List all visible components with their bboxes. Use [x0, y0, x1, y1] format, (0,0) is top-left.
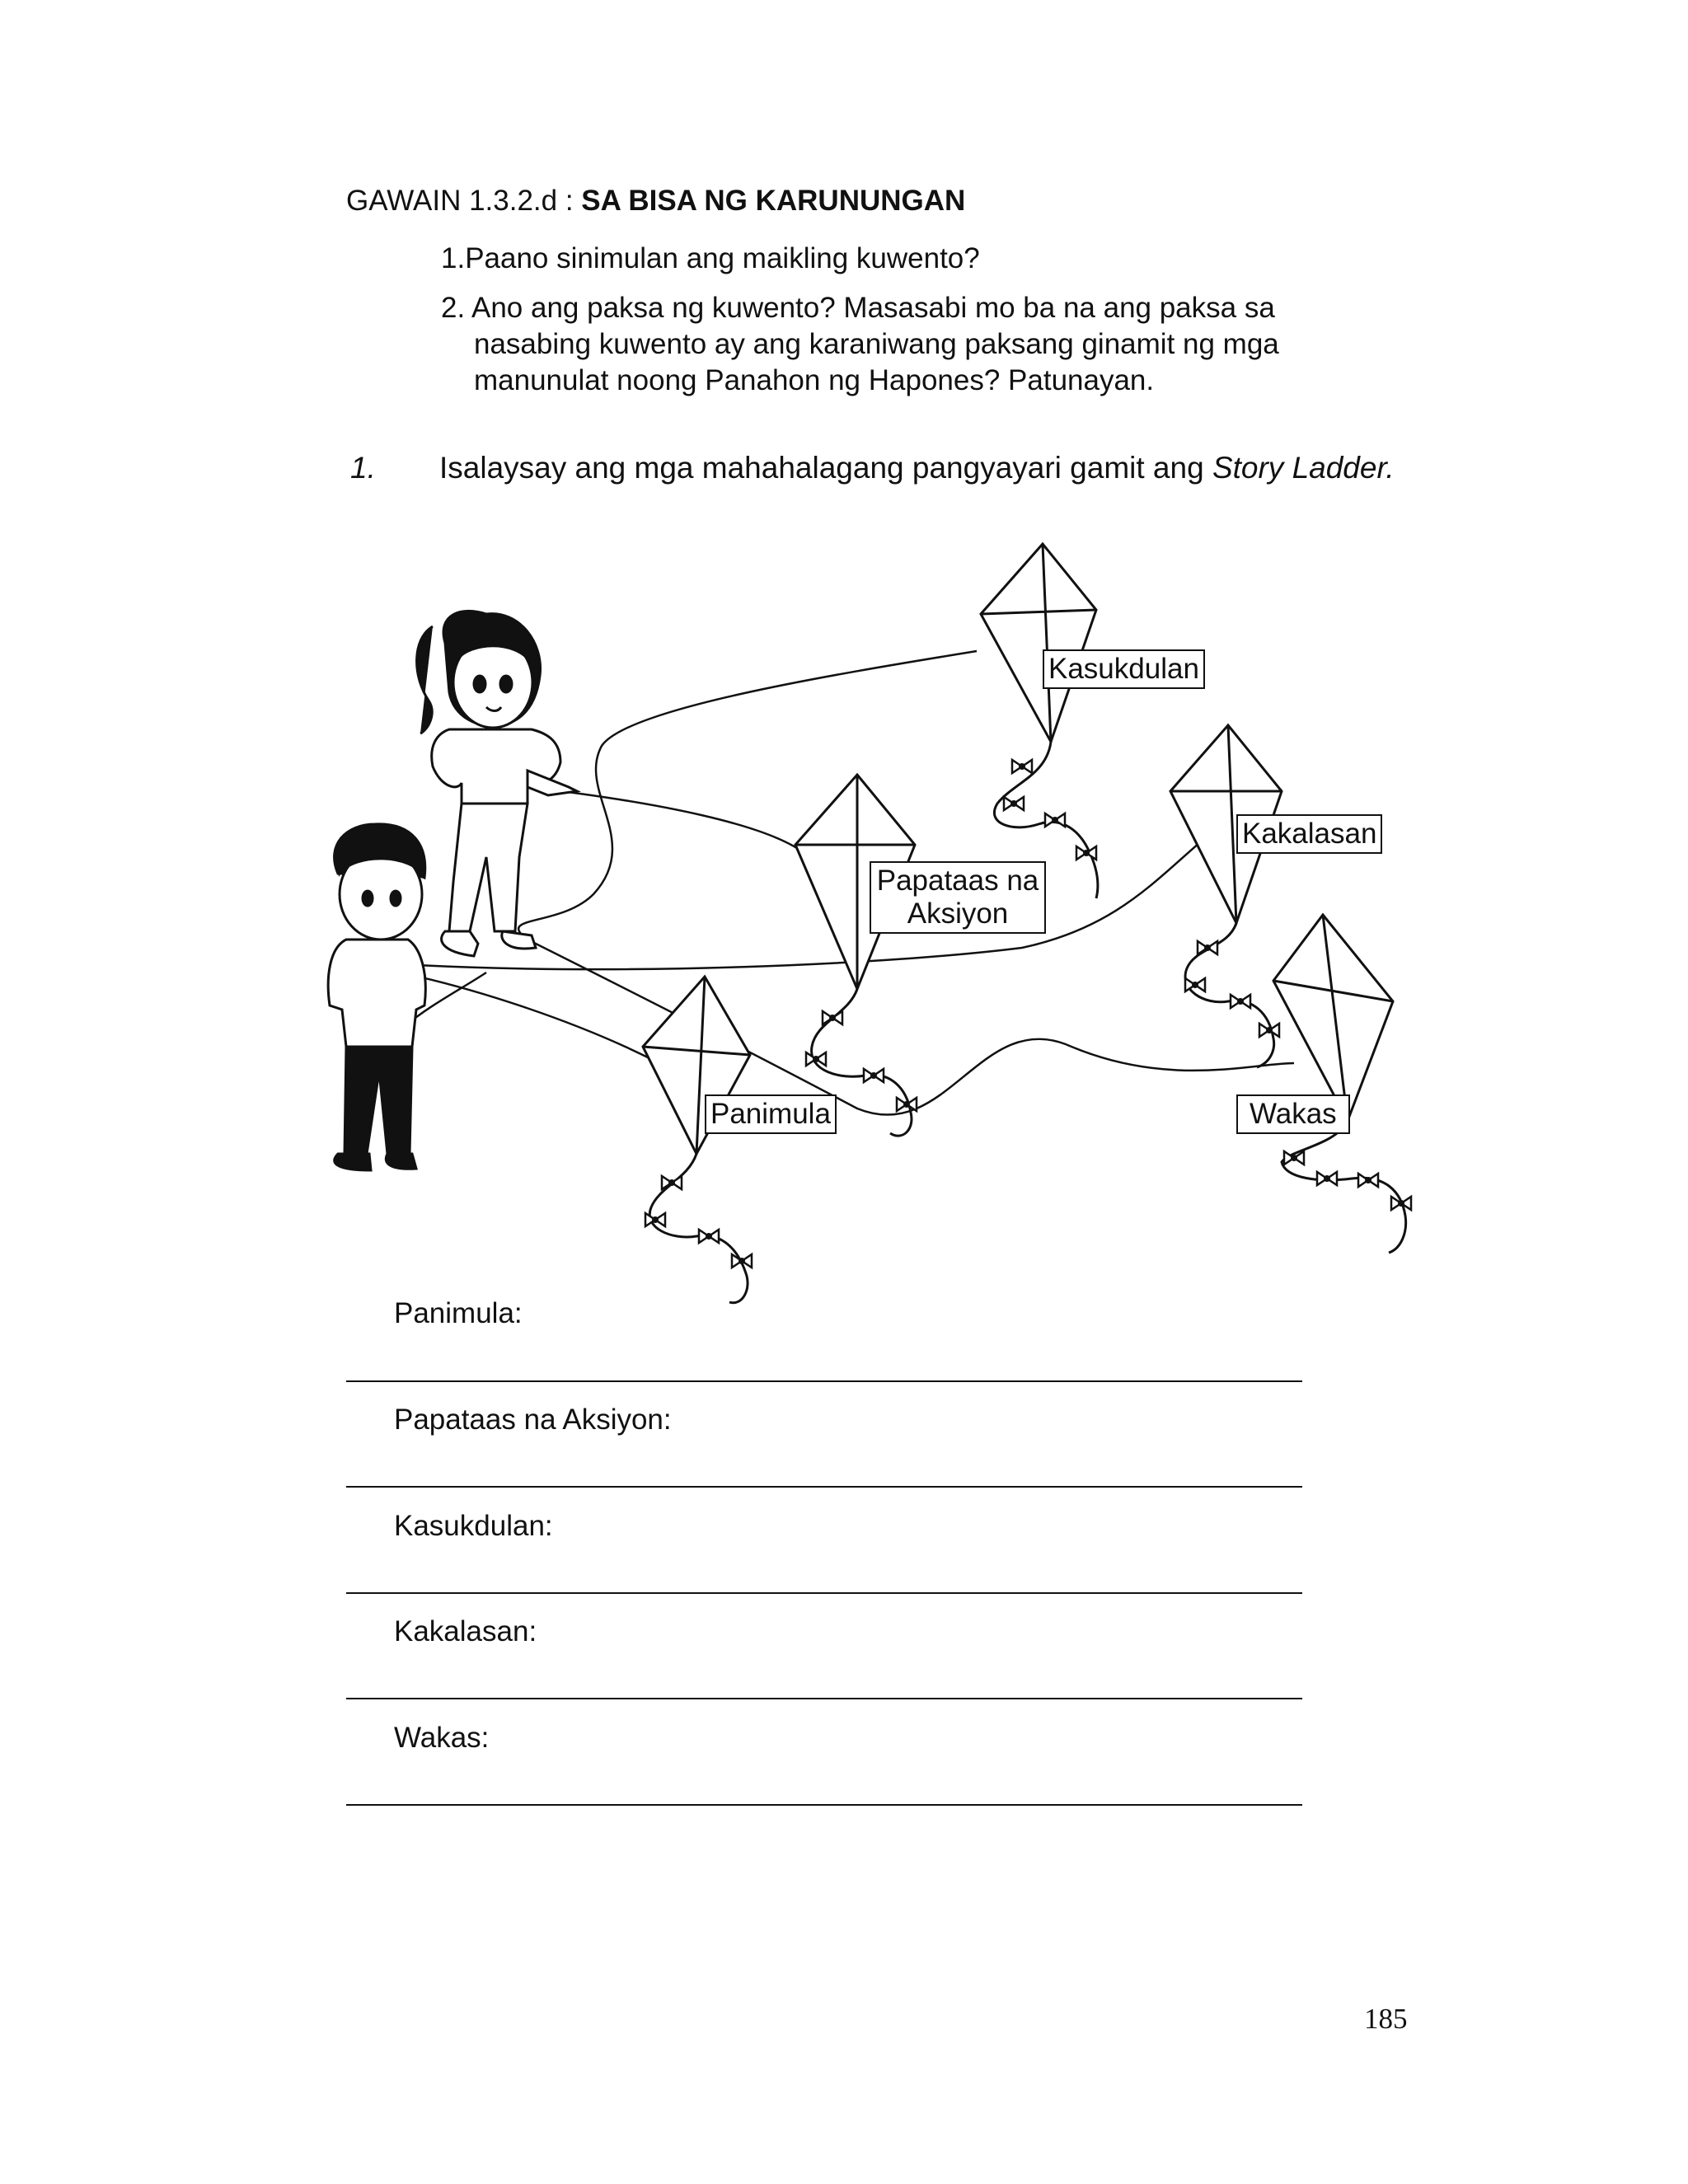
kite-label-papataas: [870, 861, 1046, 934]
answer-label-kakalasan: Kakalasan:: [394, 1615, 537, 1647]
answer-line-wakas: [346, 1804, 1302, 1806]
boy-figure: [328, 824, 425, 1170]
question-2-line-3: manunulat noong Panahon ng Hapones? Patunayan.: [474, 364, 1155, 396]
instruction-emphasis: Story Ladder.: [1212, 451, 1395, 485]
answer-line-kakalasan: [346, 1698, 1302, 1699]
kite-wakas-drawing: [1273, 915, 1411, 1253]
instruction-body: Isalaysay ang mga mahahalagang pangyayari gamit ang: [439, 451, 1212, 485]
kite-papataas-drawing: [795, 775, 917, 1136]
instruction-number: 1.: [350, 451, 376, 485]
kite-kasukdulan-drawing: [981, 544, 1098, 898]
kite-kakalasan-drawing: [1170, 725, 1282, 1067]
answer-line-papataas: [346, 1486, 1302, 1488]
kite-label-kakalasan: Kakalasan: [1236, 814, 1382, 854]
activity-number: GAWAIN 1.3.2.d :: [346, 185, 582, 217]
kite-label-papataas-line-1: Papataas na: [876, 865, 1039, 897]
answer-label-papataas: Papataas na Aksiyon:: [394, 1404, 672, 1436]
answer-label-wakas: Wakas:: [394, 1722, 490, 1754]
page-number: 185: [1364, 2003, 1408, 2035]
kite-label-kasukdulan: Kasukdulan: [1043, 649, 1205, 689]
question-2-line-2: nasabing kuwento ay ang karaniwang paksang ginamit ng mga: [474, 328, 1279, 360]
answer-line-kasukdulan: [346, 1592, 1302, 1594]
answer-label-kasukdulan: Kasukdulan:: [394, 1510, 553, 1542]
activity-title: SA BISA NG KARUNUNGAN: [581, 185, 966, 217]
answer-line-panimula: [346, 1380, 1302, 1382]
kite-panimula-drawing: [643, 977, 752, 1303]
kite-label-papataas-line-2: Aksiyon: [907, 898, 1009, 930]
question-2-line-1: 2. Ano ang paksa ng kuwento? Masasabi mo ba na ang paksa sa: [441, 292, 1275, 324]
kite-label-panimula: Panimula: [705, 1094, 837, 1134]
girl-figure: [417, 611, 577, 956]
question-1: 1.Paano sinimulan ang maikling kuwento?: [441, 242, 980, 274]
answer-label-panimula: Panimula:: [394, 1297, 523, 1329]
kite-label-wakas: Wakas: [1236, 1094, 1350, 1134]
